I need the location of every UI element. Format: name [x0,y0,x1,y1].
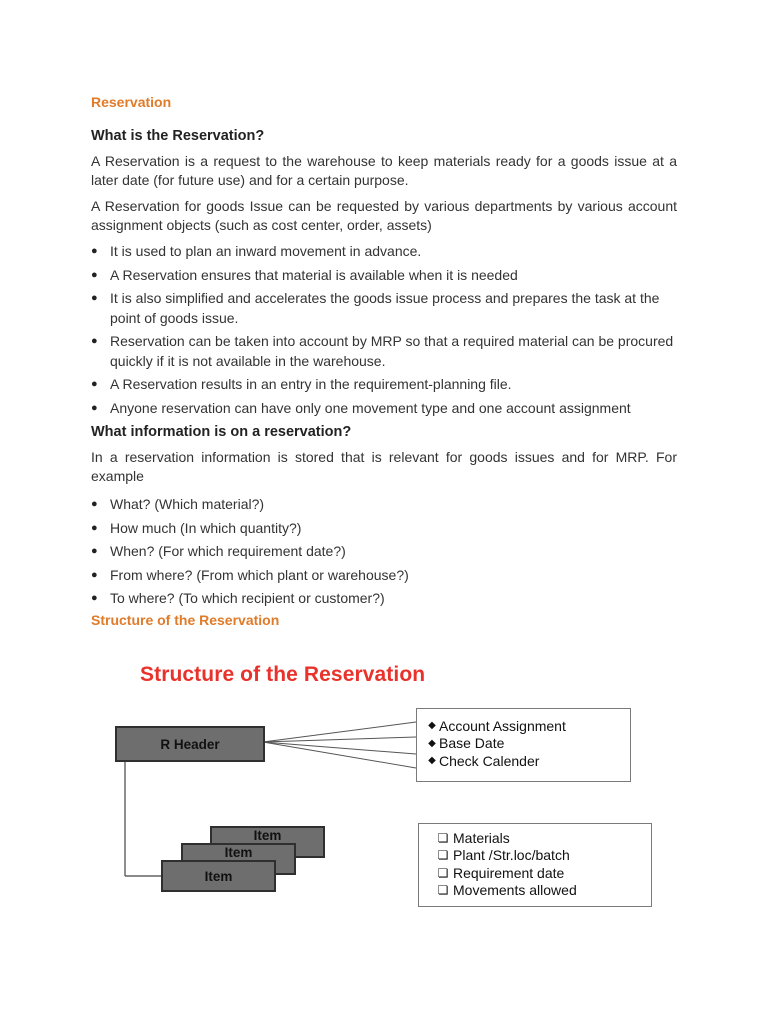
paragraph: A Reservation is a request to the warehouse to keep materials ready for a goods issue at a later date (for future use) and for a certain purpose. [91,153,677,188]
paragraph: A Reservation for goods Issue can be requested by various departments by various account assignment objects (such as cost center, order, assets) [91,198,677,233]
bullet-list-information [91,495,677,609]
bullet-icon: ● [91,521,98,534]
document-body [91,94,677,628]
bullet-icon: ● [91,568,98,581]
list-item: ❏ Materials [433,829,651,847]
list-item: ● When? (For which requirement date?) [91,542,677,562]
list-item: ❏ Movements allowed [433,882,651,900]
reservation-structure-diagram [115,655,675,920]
bullet-icon: ● [91,545,98,557]
list-item: ❏ Plant /Str.loc/batch [433,847,651,865]
list-item: ◆ Account Assignment [425,717,630,735]
checkbox-bullet-icon: ❏ [437,865,449,880]
list-item: ❏ Requirement date [433,864,651,882]
item-box: Item [161,860,276,892]
list-item: ● How much (In which quantity?) [91,519,677,539]
bullet-icon: ● [91,292,98,304]
list-item: ● What? (Which material?) [91,495,677,515]
bullet-list-reservation [91,242,677,418]
list-item: ● Reservation can be taken into account by MRP so that a required material can be procured quickly if it is not available in the warehouse. [91,333,674,369]
list-item: ● To where? (To which recipient or customer?) [91,589,677,609]
bullet-icon: ● [91,592,98,604]
checkbox-bullet-icon: ❏ [437,830,449,845]
section-title: Reservation [91,94,172,110]
bullet-icon: ● [91,268,98,281]
list-item: ● Anyone reservation can have only one movement type and one account assignment [91,399,677,419]
bullet-icon: ● [91,378,98,390]
bullet-icon: ● [91,335,98,347]
list-item: ◆ Base Date [425,735,630,753]
diamond-bullet-icon: ◆ [428,755,436,767]
item-box: Item [181,843,296,875]
diagram-title: Structure of the Reservation [140,663,426,686]
bullet-icon: ● [91,498,98,510]
paragraph: In a reservation information is stored that is relevant for goods issues and for MRP. For example [91,449,677,484]
list-item: ● From where? (From which plant or warehouse?) [91,566,677,586]
list-item: ◆ Check Calender [425,752,630,770]
list-item: ● It is used to plan an inward movement in advance. [91,242,677,262]
list-item: ● A Reservation ensures that material is available when it is needed [91,266,677,286]
r-header-box: R Header [115,726,265,762]
diamond-bullet-icon: ◆ [428,720,436,732]
checkbox-bullet-icon: ❏ [437,883,449,898]
diamond-bullet-icon: ◆ [428,737,436,749]
checkbox-bullet-icon: ❏ [437,848,449,863]
header-fields-box [416,708,631,782]
item-fields-box [418,823,652,907]
heading-what-is-reservation: What is the Reservation? [91,128,265,144]
list-item: ● It is also simplified and accelerates the goods issue process and prepares the task at the point of goods issue. [91,290,660,326]
list-item: ● A Reservation results in an entry in the requirement-planning file. [91,375,677,395]
item-box: Item [210,826,325,858]
structure-section-title: Structure of the Reservation [91,611,280,628]
bullet-icon: ● [91,245,98,257]
heading-information-on-reservation: What information is on a reservation? [91,424,352,440]
bullet-icon: ● [91,401,98,414]
